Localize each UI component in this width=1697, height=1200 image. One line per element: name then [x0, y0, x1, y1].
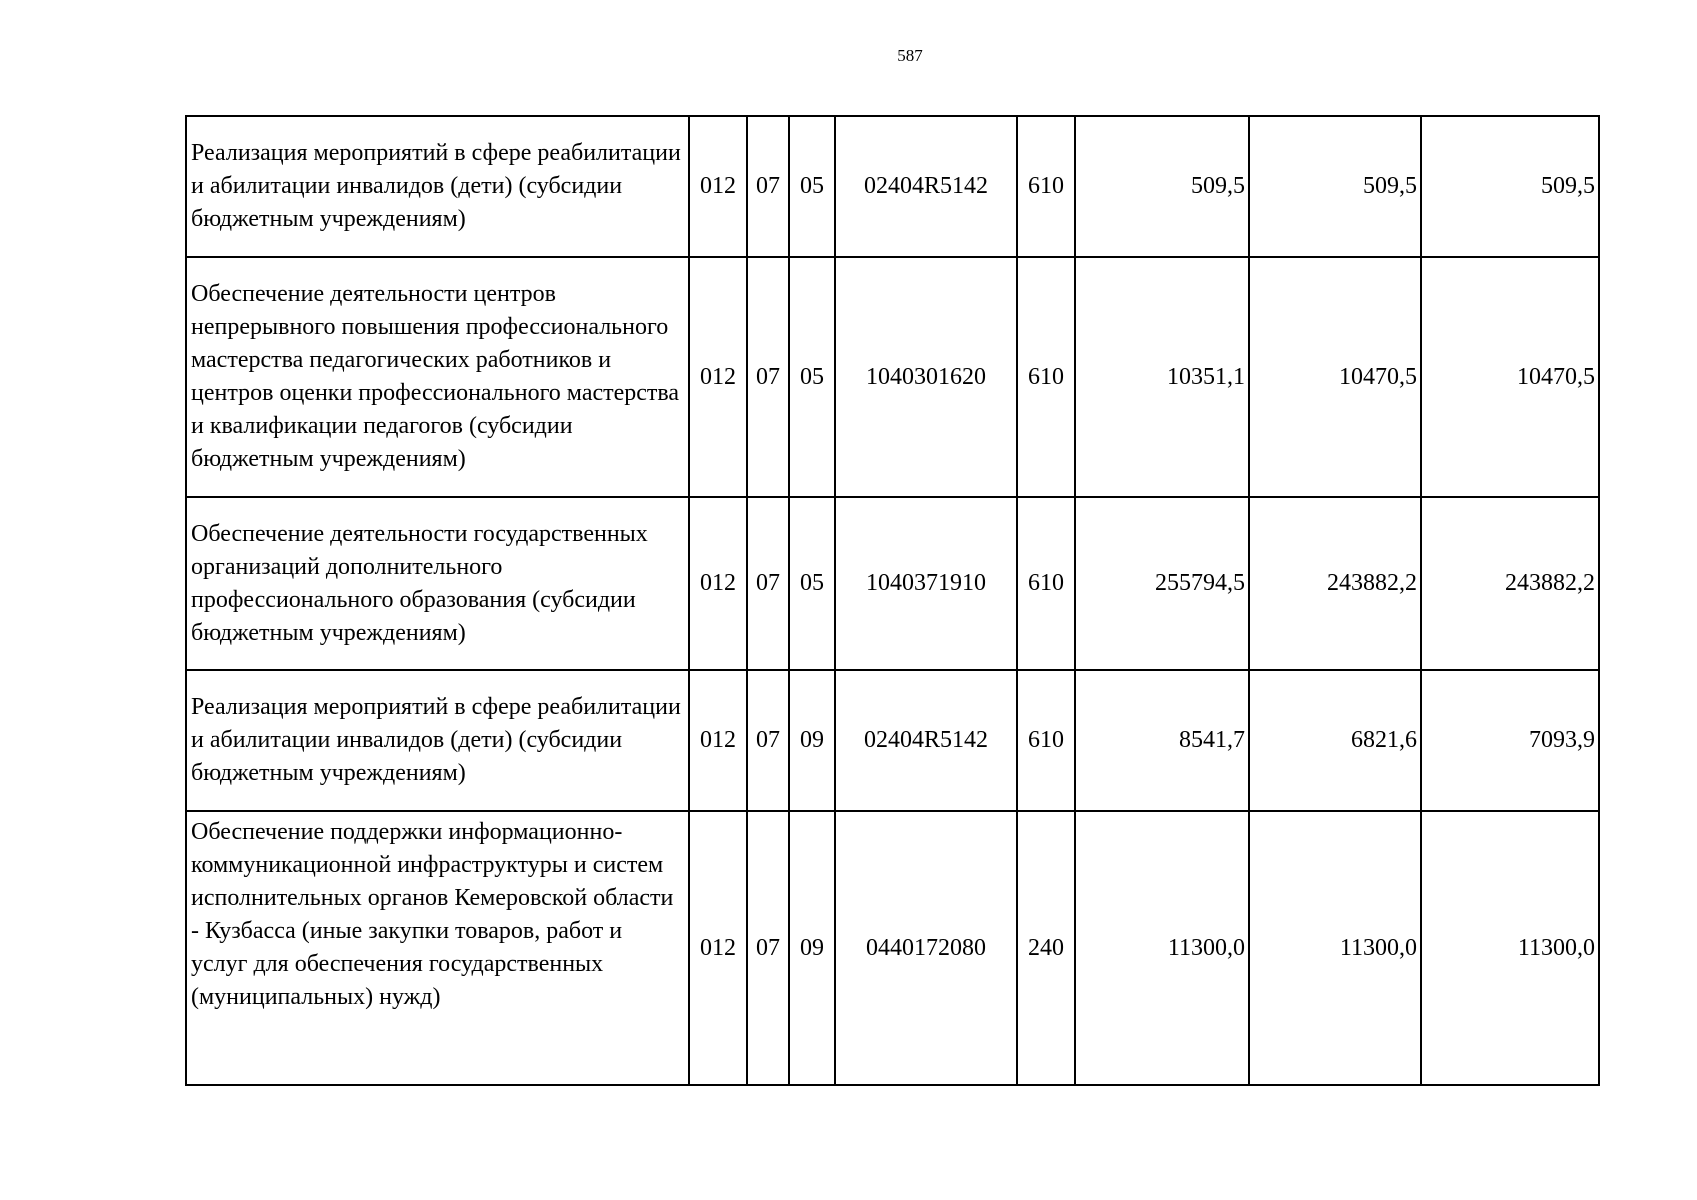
row-description: Реализация мероприятий в сфере реабилитации и абилитации инвалидов (дети) (субсидии бюджетным учреждениям): [186, 670, 689, 811]
amount-2: 243882,2: [1249, 497, 1421, 670]
table-row: [186, 670, 1599, 811]
amount-2: 11300,0: [1249, 811, 1421, 1085]
table-row: [186, 116, 1599, 257]
table-row: [186, 257, 1599, 497]
target-article-code: 1040301620: [835, 257, 1017, 497]
ministry-code: 012: [689, 257, 747, 497]
amount-1: 10351,1: [1075, 257, 1249, 497]
subsection-code: 05: [789, 497, 835, 670]
subsection-code: 09: [789, 811, 835, 1085]
target-article-code: 02404R5142: [835, 670, 1017, 811]
amount-3: 10470,5: [1421, 257, 1599, 497]
ministry-code: 012: [689, 497, 747, 670]
ministry-code: 012: [689, 811, 747, 1085]
row-description: Обеспечение деятельности государственных организаций дополнительного профессионального образования (субсидии бюджетным учреждениям): [186, 497, 689, 670]
amount-1: 8541,7: [1075, 670, 1249, 811]
section-code: 07: [747, 116, 789, 257]
row-description: Обеспечение деятельности центров непрерывного повышения профессионального мастерства педагогических работников и центров оценки профессионального мастерства и квалификации педагогов (субсидии бюджетным учреждениям): [186, 257, 689, 497]
target-article-code: 1040371910: [835, 497, 1017, 670]
expense-type-code: 610: [1017, 670, 1075, 811]
amount-3: 509,5: [1421, 116, 1599, 257]
target-article-code: 02404R5142: [835, 116, 1017, 257]
table-row: [186, 811, 1599, 1085]
page-number: 587: [897, 46, 923, 65]
budget-table: [185, 115, 1600, 1086]
section-code: 07: [747, 670, 789, 811]
subsection-code: 05: [789, 257, 835, 497]
row-description: Обеспечение поддержки информационно-коммуникационной инфраструктуры и систем исполнительных органов Кемеровской области - Кузбасса (иные закупки товаров, работ и услуг для обеспечения государственных (муниципальных) нужд): [186, 811, 689, 1085]
expense-type-code: 610: [1017, 116, 1075, 257]
section-code: 07: [747, 811, 789, 1085]
amount-1: 255794,5: [1075, 497, 1249, 670]
amount-2: 10470,5: [1249, 257, 1421, 497]
amount-2: 509,5: [1249, 116, 1421, 257]
row-description: Реализация мероприятий в сфере реабилитации и абилитации инвалидов (дети) (субсидии бюджетным учреждениям): [186, 116, 689, 257]
expense-type-code: 610: [1017, 257, 1075, 497]
ministry-code: 012: [689, 116, 747, 257]
amount-3: 11300,0: [1421, 811, 1599, 1085]
amount-3: 243882,2: [1421, 497, 1599, 670]
expense-type-code: 240: [1017, 811, 1075, 1085]
target-article-code: 0440172080: [835, 811, 1017, 1085]
amount-3: 7093,9: [1421, 670, 1599, 811]
amount-1: 11300,0: [1075, 811, 1249, 1085]
section-code: 07: [747, 257, 789, 497]
amount-1: 509,5: [1075, 116, 1249, 257]
ministry-code: 012: [689, 670, 747, 811]
subsection-code: 05: [789, 116, 835, 257]
table-row: [186, 497, 1599, 670]
section-code: 07: [747, 497, 789, 670]
expense-type-code: 610: [1017, 497, 1075, 670]
amount-2: 6821,6: [1249, 670, 1421, 811]
subsection-code: 09: [789, 670, 835, 811]
